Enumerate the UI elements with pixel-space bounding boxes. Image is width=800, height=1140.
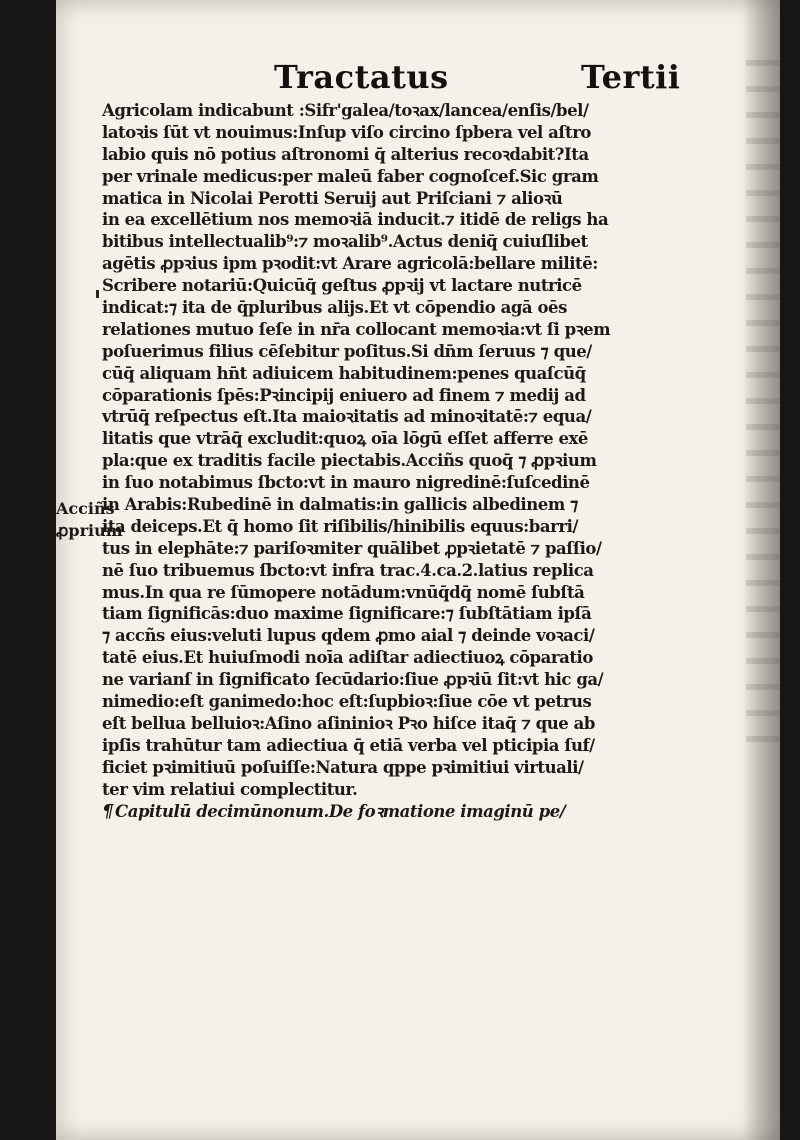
chapter-heading-text: Capitulū decimūnonum.De foꝛmatione imaginū pe/ xyxy=(115,801,566,821)
show-through-ink xyxy=(746,60,780,760)
text-line: tus in elephāte:⁊ pariſoꝛmiter quālibet ꝓpꝛietatē ⁊ paſſio/ xyxy=(102,538,602,558)
running-head-left: Tractatus xyxy=(274,58,449,96)
marginal-note xyxy=(56,498,123,542)
chapter-heading xyxy=(102,801,737,823)
text-line: poſuerimus filius cēſebitur poſitus.Si dn̄m ſeruus ⁊ que/ xyxy=(102,341,592,361)
text-line: nimedio:eſt ganimedo:hoc eſt:ſupbioꝛ:ſiue cōe vt petrus xyxy=(102,692,592,712)
pilcrow-icon: ¶ xyxy=(102,800,114,822)
text-line: cūq̄ aliquam hn̄t adiuicem habitudinem:penes quaſcūq̄ xyxy=(102,363,586,383)
text-line: mus.In qua re ſūmopere notādum:vnūq̄dq̄ nomē ſubſtā xyxy=(102,582,585,602)
text-line: ter vim relatiui complectitur. xyxy=(102,779,358,799)
margin-mark xyxy=(96,290,99,298)
text-line: in ea excellētium nos memoꝛiā inducit.⁊ itidē de religs ha xyxy=(102,210,609,230)
text-line: agētis ꝓpꝛius ipm pꝛodit:vt Arare agricolā:bellare militē: xyxy=(102,254,598,274)
text-line: nē ſuo tribuemus ſbcto:vt infra trac.4.ca.2.latius replica xyxy=(102,560,594,580)
marginal-note-line: ꝓprium xyxy=(56,521,123,540)
text-line: Scribere notariū:Quicūq̄ geſtus ꝓpꝛij vt lactare nutricē xyxy=(102,276,582,296)
running-head-right: Tertii xyxy=(581,58,681,96)
marginal-note-line: Acciñs xyxy=(56,499,115,518)
text-line: eſt bellua belluioꝛ:Aſino aſininioꝛ Pꝛo hiſce itaq̄ ⁊ que ab xyxy=(102,713,595,733)
text-line: pla:que ex traditis facile piectabis.Acciñs quoq̄ ⁊ ꝓpꝛium xyxy=(102,451,597,471)
text-line: ficiet pꝛimitiuū poſuiſſe:Natura qppe pꝛimitiui virtuali/ xyxy=(102,757,584,777)
text-line: Agricolam indicabunt :Sifr'galea/toꝛax/lancea/enſis/bel/ xyxy=(102,101,589,120)
text-line: ipſis trahūtur tam adiectiua q̄ etiā verba vel pticipia ſuf/ xyxy=(102,735,595,755)
text-line: matica in Nicolai Perotti Seruij aut Priſciani ⁊ alioꝛū xyxy=(102,188,563,208)
text-line: ita deiceps.Et q̄ homo ſit riſibilis/hinibilis equus:barri/ xyxy=(102,516,579,536)
text-line: in Arabis:Rubedinē in dalmatis:in gallicis albedinem ⁊ xyxy=(102,495,578,515)
text-line: ⁊ accñs eius:veluti lupus qdem ꝓmo aial ⁊ deinde voꝛaci/ xyxy=(102,626,595,646)
text-line: indicat:⁊ ita de q̄pluribus alijs.Et vt cōpendio agā oēs xyxy=(102,298,567,318)
text-line: tiam ſignificās:duo maxime ſignificare:⁊ ſubſtātiam ipſā xyxy=(102,604,592,624)
text-line: latoꝛis ſūt vt nouimus:Inſup viſo circino ſpbera vel aſtro xyxy=(102,122,591,142)
text-line: litatis que vtrāq̄ excludit:quoꝝ oīa lōgū eſſet afferre exē xyxy=(102,429,588,449)
text-line: cōparationis ſpēs:Pꝛincipij eniuero ad finem ⁊ medij ad xyxy=(102,385,586,405)
text-line: per vrinale medicus:per maleū faber cognoſcef.Sic gram xyxy=(102,166,599,186)
body-text xyxy=(102,100,737,822)
text-line: bitibus intellectualib⁹:⁊ moꝛalib⁹.Actus deniq̄ cuiuſlibet xyxy=(102,232,588,252)
book-page xyxy=(56,0,780,1140)
running-head xyxy=(56,58,780,98)
text-line: labio quis nō potius aſtronomi q̄ alterius recoꝛdabit?Ita xyxy=(102,144,589,164)
text-line: vtrūq̄ reſpectus eſt.Ita maioꝛitatis ad minoꝛitatē:⁊ equa/ xyxy=(102,407,592,427)
text-line: tatē eius.Et huiuſmodi noīa adiſtar adiectiuoꝝ cōparatio xyxy=(102,648,593,668)
text-line: in ſuo notabimus ſbcto:vt in mauro nigredinē:ſuſcedinē xyxy=(102,473,590,493)
text-line: ne varianſ in ſignificato ſecūdario:ſiue ꝓpꝛiū ſit:vt hic ga/ xyxy=(102,670,604,690)
text-line: relationes mutuo ſeſe in nr̄a collocant memoꝛia:vt ſi pꝛem xyxy=(102,319,611,339)
